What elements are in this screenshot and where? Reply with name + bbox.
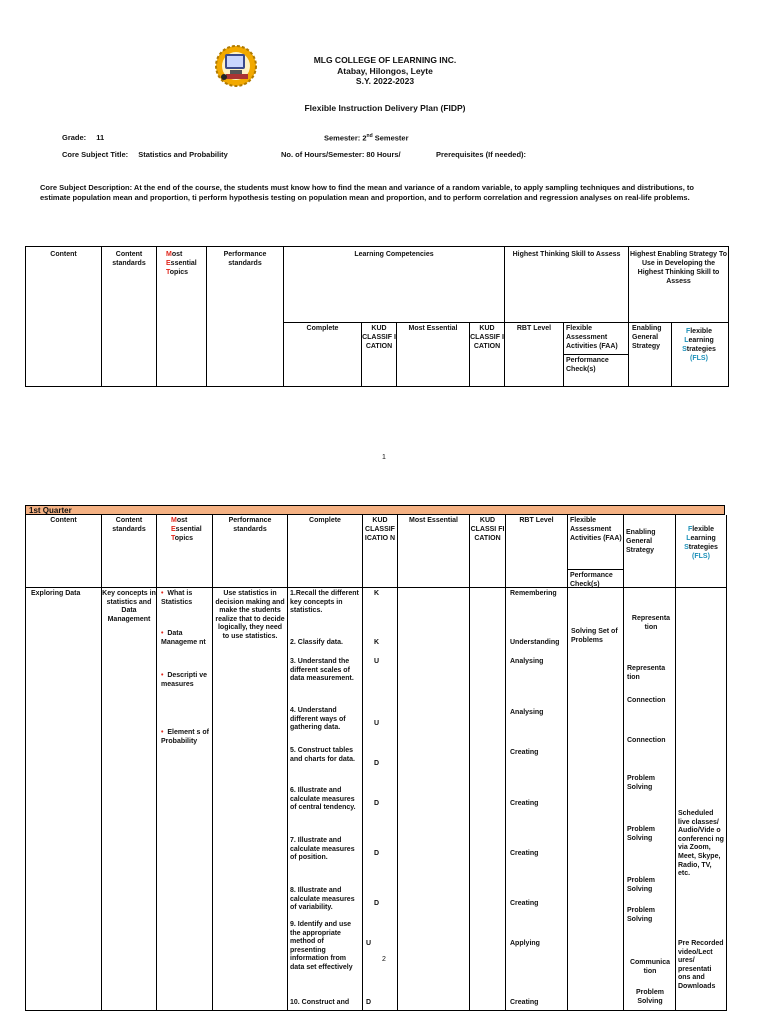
topic-item: • Data Manageme nt bbox=[161, 630, 206, 646]
header-fls: Flexible Learning Strategies (FLS) bbox=[682, 328, 716, 362]
kud-value: U bbox=[366, 940, 372, 947]
header-highest-enabling: Highest Enabling Strategy To Use in Developing the Highest Thinking Skill to Assess bbox=[629, 251, 728, 285]
q-header-complete: Complete bbox=[309, 517, 341, 524]
q-header-performance-check: Performance Check(s) bbox=[570, 572, 613, 588]
competency-item: 6. Illustrate and calculate measures of central tendency. bbox=[290, 787, 356, 812]
competency-item: 1.Recall the different key concepts in statistics. bbox=[290, 590, 359, 615]
enabling-value: Problem Solving bbox=[627, 877, 656, 893]
header-most-essential: Most Essential bbox=[408, 325, 458, 332]
kud-value: K bbox=[374, 590, 380, 597]
school-year: S.Y. 2022-2023 bbox=[355, 76, 415, 86]
rbt-value: Creating bbox=[510, 850, 539, 857]
rbt-value: Remembering bbox=[510, 590, 557, 597]
header-performance-check: Performance Check(s) bbox=[566, 357, 609, 373]
q-header-performance-standards: Performance standards bbox=[228, 517, 272, 533]
header-most-essential-topics: Most Essential Topics bbox=[166, 251, 197, 276]
competency-item: 2. Classify data. bbox=[290, 639, 343, 646]
q-header-content-standards: Content standards bbox=[112, 517, 146, 533]
prerequisites: Prerequisites (If needed): bbox=[436, 150, 527, 159]
row-content-standards: Key concepts in statistics and Data Management bbox=[102, 590, 156, 623]
fidp-quarter-table bbox=[25, 515, 727, 1011]
header-kud-2: KUD CLASSIF I CATION bbox=[470, 325, 504, 350]
header-enabling: Enabling General Strategy bbox=[632, 325, 662, 350]
competency-item: 9. Identify and use the appropriate method of presenting information from data set effectively bbox=[290, 921, 353, 971]
competency-item: 10. Construct and bbox=[290, 999, 350, 1006]
rbt-value: Analysing bbox=[510, 709, 544, 716]
header-rbt: RBT Level bbox=[516, 325, 552, 332]
header-learning-competencies: Learning Competencies bbox=[354, 251, 434, 258]
q-header-kud-1: KUD CLASSIF ICATIO N bbox=[364, 517, 396, 542]
page-number-1: 1 bbox=[382, 454, 386, 461]
topic-item: • What is Statistics bbox=[161, 590, 193, 606]
kud-value: K bbox=[374, 639, 380, 646]
kud-value: U bbox=[374, 720, 380, 727]
q-header-fls: Flexible Learning Strategies (FLS) bbox=[684, 526, 718, 560]
header-performance-standards: Performance standards bbox=[223, 251, 267, 267]
enabling-value: Connection bbox=[627, 737, 666, 744]
topic-item: • Element s of Probability bbox=[161, 729, 209, 745]
subject-label: Core Subject Title: bbox=[62, 150, 129, 159]
enabling-value: Problem Solving bbox=[627, 907, 656, 923]
q-header-rbt: RBT Level bbox=[519, 517, 554, 524]
competency-item: 3. Understand the different scales of data measurement. bbox=[290, 658, 354, 683]
header-kud-1: KUD CLASSIF I CATION bbox=[362, 325, 396, 350]
competency-item: 5. Construct tables and charts for data. bbox=[290, 747, 355, 763]
kud-value: D bbox=[366, 999, 372, 1006]
header-highest-thinking: Highest Thinking Skill to Assess bbox=[512, 251, 621, 258]
kud-value: D bbox=[374, 900, 380, 907]
semester: Semester: 2nd Semester bbox=[324, 133, 409, 143]
enabling-value: Problem Solving bbox=[627, 826, 656, 842]
row-content: Exploring Data bbox=[31, 590, 81, 597]
fls-value: Scheduled live classes/ Audio/Vide o conferenci ng via Zoom, Meet, Skype, Radio, TV, etc. bbox=[678, 810, 724, 878]
competency-item: 7. Illustrate and calculate measures of position. bbox=[290, 837, 355, 862]
rbt-value: Creating bbox=[510, 749, 539, 756]
competency-item: 8. Illustrate and calculate measures of variability. bbox=[290, 887, 355, 912]
school-name: MLG COLLEGE OF LEARNING INC. bbox=[313, 55, 457, 65]
document-title: Flexible Instruction Delivery Plan (FIDP) bbox=[304, 103, 466, 113]
grade-value: 11 bbox=[96, 133, 105, 142]
topic-item: • Descripti ve measures bbox=[161, 672, 208, 688]
school-address: Atabay, Hilongos, Leyte bbox=[337, 65, 433, 76]
hours: No. of Hours/Semester: 80 Hours/ bbox=[281, 150, 401, 159]
header-content-standards: Content standards bbox=[112, 251, 146, 267]
enabling-value: Problem Solving bbox=[635, 989, 664, 1005]
row-performance-standards: Use statistics in decision making and make the students realize that to decide logically, they need to use statistics. bbox=[215, 590, 285, 640]
faa-value: Solving Set of Problems bbox=[571, 628, 618, 644]
rbt-value: Understanding bbox=[510, 639, 560, 646]
fls-value-2: Pre Recorded video/Lect ures/ presentati ons and Downloads bbox=[678, 940, 724, 990]
enabling-value: Communica tion bbox=[629, 959, 671, 975]
kud-value: U bbox=[374, 658, 380, 665]
subject-value: Statistics and Probability bbox=[138, 150, 228, 159]
rbt-value: Applying bbox=[510, 940, 540, 947]
q-header-faa: Flexible Assessment Activities (FAA) bbox=[570, 517, 622, 542]
enabling-value: Problem Solving bbox=[627, 775, 656, 791]
header-complete: Complete bbox=[306, 325, 339, 332]
grade-label: Grade: bbox=[62, 133, 87, 142]
kud-value: D bbox=[374, 760, 380, 767]
q-header-enabling: Enabling General Strategy bbox=[626, 529, 656, 554]
rbt-value: Analysing bbox=[510, 658, 544, 665]
header-faa: Flexible Assessment Activities (FAA) bbox=[566, 325, 618, 350]
q-header-most-essential-topics: Most Essential Topics bbox=[171, 517, 202, 542]
enabling-value: Representa tion bbox=[627, 665, 666, 681]
competency-item: 4. Understand different ways of gathering data. bbox=[290, 707, 346, 732]
q-header-kud-2: KUD CLASSI FI CATION bbox=[470, 517, 505, 542]
kud-value: D bbox=[374, 800, 380, 807]
q-header-content: Content bbox=[50, 517, 77, 524]
rbt-value: Creating bbox=[510, 800, 539, 807]
rbt-value: Creating bbox=[510, 999, 539, 1006]
fidp-header-table bbox=[25, 246, 729, 387]
course-description: Core Subject Description: At the end of the course, the students must know how to find the mean and variance of a random variable, to apply sampling techniques and distributions, to estimate population mean and proportion, ti perform hypothesis testing on population mean and proportion, and to perform correlation and regression analyses on real-life problems. bbox=[40, 183, 694, 202]
quarter-bar: 1st Quarter bbox=[25, 505, 725, 515]
enabling-value: Connection bbox=[627, 697, 666, 704]
kud-value: D bbox=[374, 850, 380, 857]
rbt-value: Creating bbox=[510, 900, 539, 907]
header-content: Content bbox=[50, 251, 77, 258]
enabling-value: Representa tion bbox=[631, 615, 671, 631]
q-header-most-essential: Most Essential bbox=[408, 517, 458, 524]
page-number-2: 2 bbox=[382, 956, 386, 963]
